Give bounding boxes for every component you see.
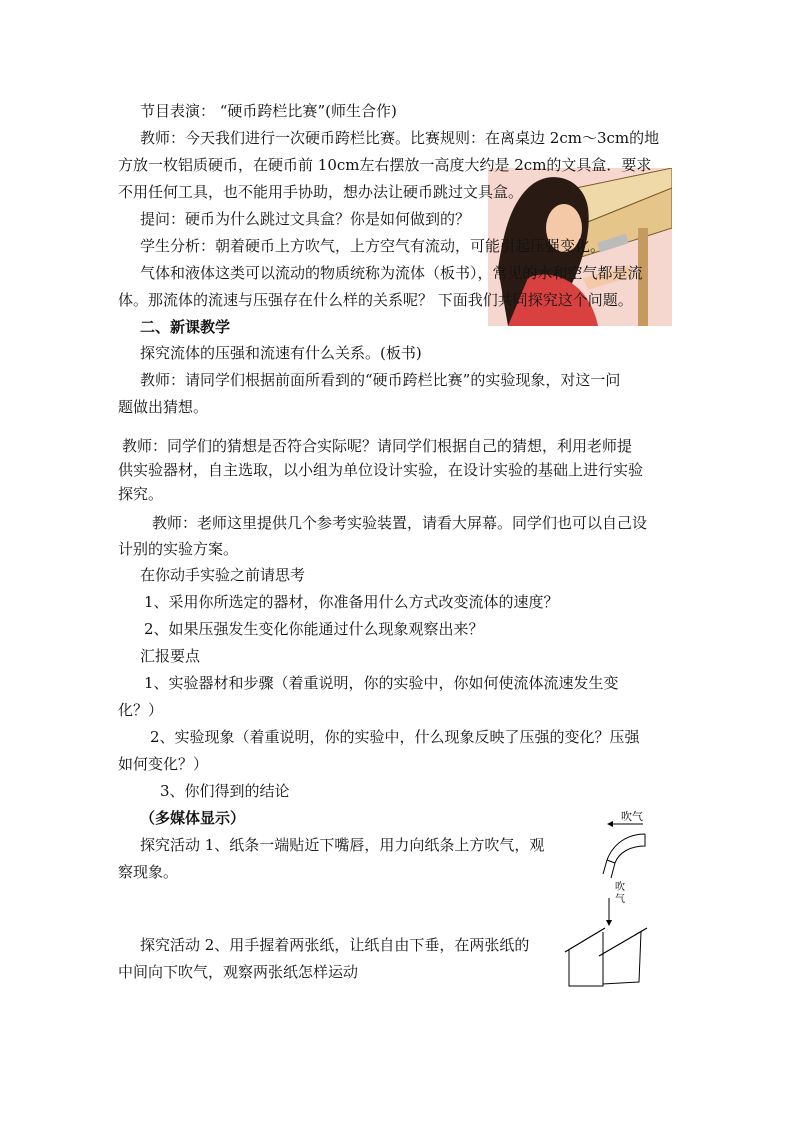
paragraph-line: 探究。 xyxy=(118,485,164,503)
paragraph-line: 题做出猜想。 xyxy=(118,398,209,416)
paragraph-line: 学生分析：朝着硬币上方吹气，上方空气有流动，可能引起压强变化。 xyxy=(140,237,606,255)
section-heading: 二、新课教学 xyxy=(140,318,231,336)
figure2-blow-label-1: 吹 xyxy=(615,882,625,893)
paragraph-line: 教师：请同学们根据前面所看到的“硬币跨栏比赛”的实验现象，对这一问 xyxy=(140,371,621,389)
two-papers-figure xyxy=(555,876,665,988)
paragraph-line: 汇报要点 xyxy=(140,647,201,665)
question-item: 1、采用你所选定的器材，你准备用什么方式改变流体的速度？ xyxy=(144,593,559,611)
activity-line: 探究活动 2、用手握着两张纸，让纸自由下垂，在两张纸的 xyxy=(140,936,530,954)
report-item: 化？） xyxy=(118,701,164,719)
report-item: 1、实验器材和步骤（着重说明，你的实验中，你如何使流体流速发生变 xyxy=(144,674,619,692)
paragraph-line: 提问：硬币为什么跳过文具盒？你是如何做到的？ xyxy=(140,210,471,228)
paragraph-line: 教师：今天我们进行一次硬币跨栏比赛。比赛规则：在离桌边 2cm～3cm的地 xyxy=(140,129,660,147)
report-item: 如何变化？） xyxy=(118,755,209,773)
paragraph-line: 在你动手实验之前请思考 xyxy=(140,566,306,584)
paragraph-line: 教师：同学们的猜想是否符合实际呢？请同学们根据自己的猜想，利用老师提 xyxy=(122,437,633,455)
question-item: 2、如果压强发生变化你能通过什么现象观察出来？ xyxy=(144,620,484,638)
paragraph-line: 教师：老师这里提供几个参考实验装置，请看大屏幕。同学们也可以自己设 xyxy=(152,514,648,532)
paragraph-line: 体。那流体的流速与压强存在什么样的关系呢？ 下面我们共同探究这个问题。 xyxy=(118,291,633,309)
paragraph-line: 不用任何工具，也不能用手协助，想办法让硬币跳过文具盒。 xyxy=(118,183,524,201)
figure2-blow-label-2: 气 xyxy=(615,894,625,905)
paragraph-line: 计别的实验方案。 xyxy=(118,540,239,558)
performance-title: 节目表演： “硬币跨栏比赛”(师生合作) xyxy=(140,102,397,120)
paragraph-line: 供实验器材，自主选取，以小组为单位设计实验，在设计实验的基础上进行实验 xyxy=(118,461,644,479)
multimedia-heading: （多媒体显示） xyxy=(140,809,246,827)
figure1-blow-label: 吹气 xyxy=(621,810,643,823)
activity-line: 探究活动 1、纸条一端贴近下嘴唇，用力向纸条上方吹气，观 xyxy=(140,836,545,854)
two-papers-diagram xyxy=(555,876,665,988)
report-item: 3、你们得到的结论 xyxy=(160,782,290,800)
paragraph-line: 气体和液体这类可以流动的物质统称为流体（板书），常见的水和空气都是流 xyxy=(140,264,643,282)
activity-line: 察现象。 xyxy=(118,863,179,881)
activity-line: 中间向下吹气，观察两张纸怎样运动 xyxy=(118,963,359,981)
paragraph-line: 探究流体的压强和流速有什么关系。(板书) xyxy=(140,344,422,362)
report-item: 2、实验现象（着重说明，你的实验中，什么现象反映了压强的变化？压强 xyxy=(150,728,640,746)
paragraph-line: 方放一枚铝质硬币，在硬币前 10cm左右摆放一高度大约是 2cm的文具盒．要求 xyxy=(118,156,652,174)
